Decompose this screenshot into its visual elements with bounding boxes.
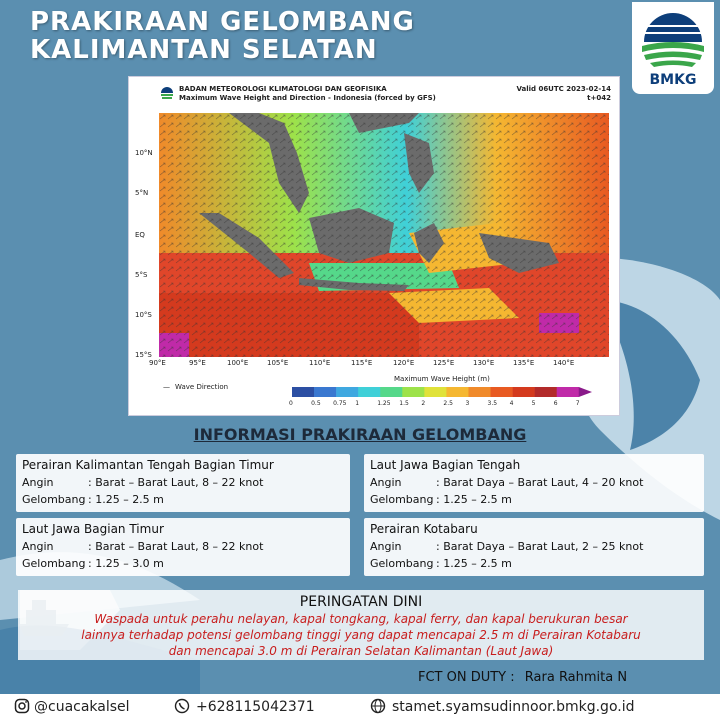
colorbar-extend-arrow xyxy=(579,387,592,397)
forecast-box-title: Perairan Kotabaru xyxy=(370,522,478,536)
warning-line-1: Waspada untuk perahu nelayan, kapal tongkang, kapal ferry, dan kapal berukuran besar xyxy=(94,612,628,626)
lon-label: 95°E xyxy=(189,359,206,367)
wind-row xyxy=(370,540,643,553)
map-header-subtitle: Maximum Wave Height and Direction - Indonesia (forced by GFS) xyxy=(179,94,436,102)
lon-label: 90°E xyxy=(149,359,166,367)
wave-key: Gelombang xyxy=(22,493,86,506)
lon-label: 110°E xyxy=(309,359,331,367)
lon-label: 140°E xyxy=(553,359,575,367)
warning-line-2: lainnya terhadap potensi gelombang tinggi yang dapat mencapai 2.5 m di Perairan Kotabaru xyxy=(81,628,641,642)
colorbar-tick-label: 2 xyxy=(421,400,426,407)
wind-key: Angin xyxy=(22,540,54,553)
colorbar-segment xyxy=(513,387,535,397)
phone-icon xyxy=(174,698,190,714)
wave-map-card xyxy=(128,76,620,416)
forecast-box-kotabaru xyxy=(364,518,704,576)
ship-icon xyxy=(14,584,74,644)
wave-value: : 1.25 – 2.5 m xyxy=(436,557,512,570)
colorbar-segment xyxy=(314,387,336,397)
footer-website[interactable]: stamet.syamsudinnoor.bmkg.go.id xyxy=(392,699,635,715)
wind-value: : Barat Daya – Barat Laut, 4 – 20 knot xyxy=(436,476,644,489)
colorbar-tick-label: 1 xyxy=(355,400,360,407)
bmkg-logo-icon xyxy=(632,2,714,72)
colorbar-title: Maximum Wave Height (m) xyxy=(394,375,490,383)
fct-on-duty xyxy=(418,670,627,685)
colorbar xyxy=(292,387,592,397)
colorbar-segment xyxy=(468,387,490,397)
colorbar-tick-label: 5 xyxy=(531,400,536,407)
wave-key: Gelombang xyxy=(370,557,434,570)
forecast-box-title: Perairan Kalimantan Tengah Bagian Timur xyxy=(22,458,274,472)
lon-label: 100°E xyxy=(227,359,249,367)
colorbar-segment xyxy=(446,387,468,397)
forecast-box-jawa-timur xyxy=(16,518,350,576)
wind-key: Angin xyxy=(370,476,402,489)
warning-line-3: dan mencapai 3.0 m di Perairan Selatan Kalimantan (Laut Jawa) xyxy=(168,644,554,658)
bmkg-logo-text: BMKG xyxy=(649,72,697,88)
instagram-icon xyxy=(14,698,30,714)
info-title: INFORMASI PRAKIRAAN GELOMBANG xyxy=(193,425,527,444)
wave-key: Gelombang xyxy=(370,493,434,506)
wave-row xyxy=(22,557,164,570)
colorbar-tick-label: 1.5 xyxy=(399,400,409,407)
map-valid-time: Valid 06UTC 2023-02-14 xyxy=(516,85,611,93)
wind-row xyxy=(370,476,643,489)
lat-label: EQ xyxy=(135,231,145,239)
colorbar-tick-label: 0.75 xyxy=(333,400,347,407)
early-warning-panel xyxy=(18,590,704,660)
colorbar-segment xyxy=(402,387,424,397)
bmkg-mini-logo-icon xyxy=(159,83,175,103)
warning-title: PERINGATAN DINI xyxy=(299,594,423,610)
lon-label: 135°E xyxy=(513,359,535,367)
colorbar-tick-label: 1.25 xyxy=(377,400,391,407)
wave-row xyxy=(370,493,512,506)
map-header-org: BADAN METEOROLOGI KLIMATOLOGI DAN GEOFISIKA xyxy=(179,85,387,93)
colorbar-segment xyxy=(424,387,446,397)
globe-icon xyxy=(370,698,386,714)
wave-value: : 1.25 – 2.5 m xyxy=(436,493,512,506)
wind-key: Angin xyxy=(22,476,54,489)
lon-label: 125°E xyxy=(433,359,455,367)
colorbar-tick-label: 7 xyxy=(575,400,580,407)
footer-instagram[interactable]: @cuacakalsel xyxy=(34,699,130,715)
colorbar-tick-label: 6 xyxy=(553,400,558,407)
lon-label: 105°E xyxy=(267,359,289,367)
lat-label: 10°N xyxy=(135,149,153,157)
lat-label: 5°S xyxy=(135,271,148,279)
lat-label: 5°N xyxy=(135,189,149,197)
forecast-box-jawa-tengah xyxy=(364,454,704,512)
colorbar-tick-label: 3.5 xyxy=(487,400,498,407)
colorbar-segment xyxy=(491,387,513,397)
wave-direction-arrow-icon: — xyxy=(163,383,170,391)
bmkg-logo xyxy=(632,2,714,94)
wind-value: : Barat – Barat Laut, 8 – 22 knot xyxy=(88,540,264,553)
colorbar-tick-label: 0.5 xyxy=(311,400,321,407)
colorbar-tick-label: 4 xyxy=(509,400,514,407)
colorbar-tick-label: 3 xyxy=(465,400,470,407)
colorbar-tick-label: 0 xyxy=(289,400,293,407)
wave-height-map xyxy=(159,113,609,357)
wave-row xyxy=(370,557,512,570)
page-title xyxy=(30,8,415,64)
map-forecast-step: t+042 xyxy=(587,94,611,102)
wave-value: : 1.25 – 2.5 m xyxy=(88,493,164,506)
lon-label: 120°E xyxy=(393,359,415,367)
wind-value: : Barat – Barat Laut, 8 – 22 knot xyxy=(88,476,264,489)
lon-label: 130°E xyxy=(473,359,495,367)
footer-bar xyxy=(0,694,720,721)
wave-value: : 1.25 – 3.0 m xyxy=(88,557,164,570)
wind-key: Angin xyxy=(370,540,402,553)
title-line-1: PRAKIRAAN GELOMBANG xyxy=(30,7,415,37)
colorbar-segment xyxy=(557,387,579,397)
wind-row xyxy=(22,540,263,553)
title-line-2: KALIMANTAN SELATAN xyxy=(30,35,378,65)
colorbar-segment xyxy=(358,387,380,397)
wind-row xyxy=(22,476,263,489)
colorbar-segment xyxy=(292,387,314,397)
forecast-box-kalteng-timur xyxy=(16,454,350,512)
lat-label: 10°S xyxy=(135,311,152,319)
forecast-box-title: Laut Jawa Bagian Timur xyxy=(22,522,164,536)
fct-name: Rara Rahmita N xyxy=(524,670,628,685)
wave-direction-label: Wave Direction xyxy=(175,383,229,391)
footer-phone[interactable]: +628115042371 xyxy=(196,699,315,715)
lat-label: 15°S xyxy=(135,351,152,359)
colorbar-segment xyxy=(336,387,358,397)
colorbar-segment xyxy=(535,387,557,397)
wave-key: Gelombang xyxy=(22,557,86,570)
fct-label: FCT ON DUTY : xyxy=(418,670,515,685)
colorbar-segment xyxy=(380,387,402,397)
wave-row xyxy=(22,493,164,506)
wind-value: : Barat Daya – Barat Laut, 2 – 25 knot xyxy=(436,540,644,553)
colorbar-tick-label: 2.5 xyxy=(443,400,453,407)
lon-label: 115°E xyxy=(351,359,373,367)
forecast-box-title: Laut Jawa Bagian Tengah xyxy=(370,458,521,472)
wave-direction-legend xyxy=(163,383,229,391)
